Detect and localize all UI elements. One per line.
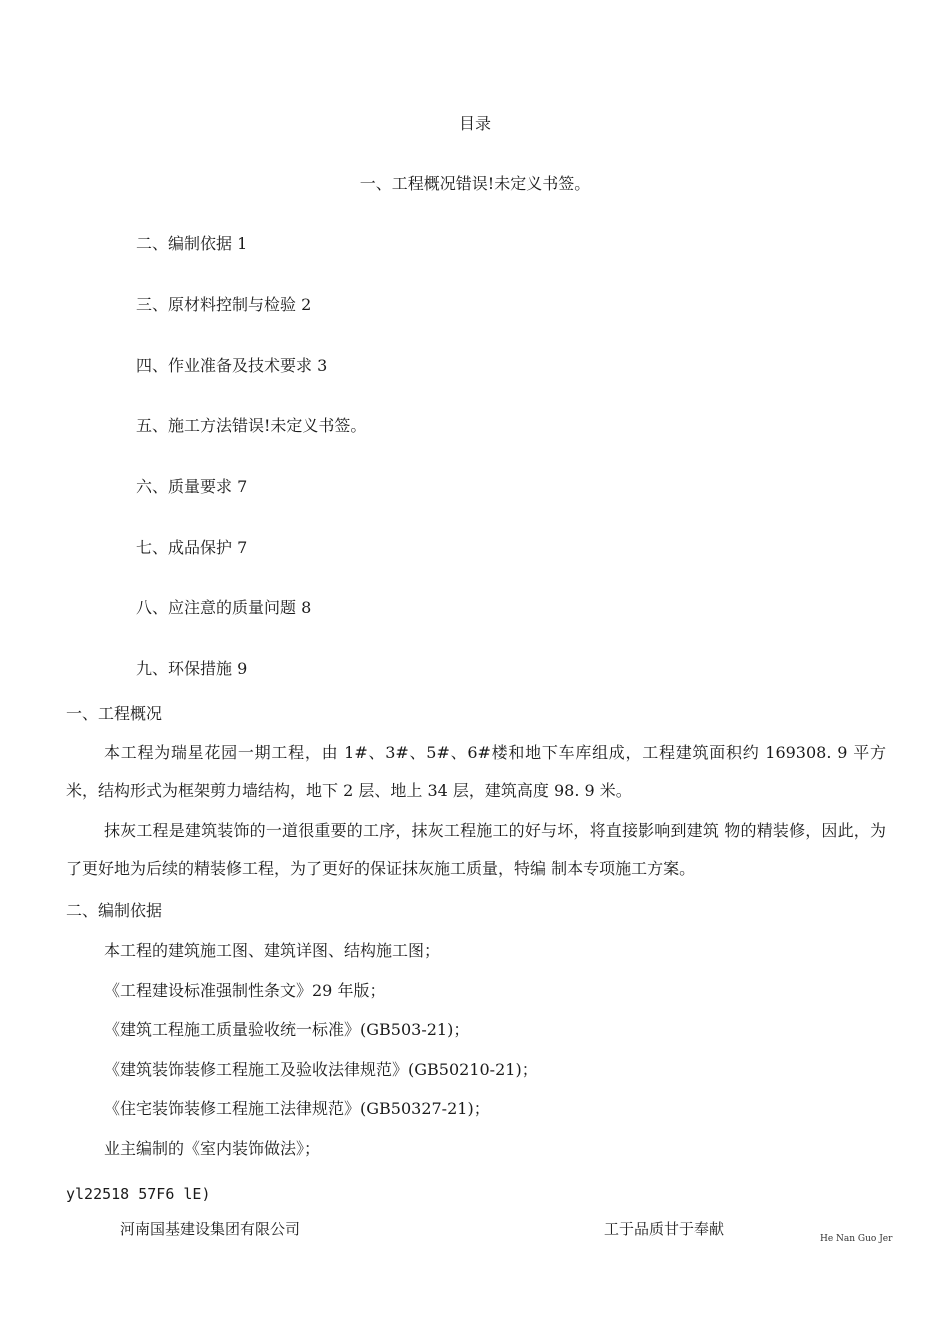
footer-small-text: He Nan Guo Jer <box>820 1234 893 1244</box>
footer-slogan: 工于品质甘于奉献 <box>604 1220 725 1238</box>
toc-item[interactable]: 七、成品保护 7 <box>136 538 248 557</box>
reference-item: 业主编制的《室内装饰做法》； <box>104 1139 321 1158</box>
body-paragraph: 本工程为瑞星花园一期工程，由 1#、3#、5#、6#楼和地下车库组成，工程建筑面积约 169308. 9 平方米，结构形式为框架剪力墙结构，地下 2 层、地上 34 层，建筑高度 98. 9 米。 <box>66 743 886 800</box>
footer-company-name: 河南国基建设集团有限公司 <box>120 1220 301 1238</box>
reference-item: 《建筑工程施工质量验收统一标准》(GB503-21)； <box>104 1020 470 1039</box>
toc-item[interactable]: 四、作业准备及技术要求 3 <box>136 356 328 375</box>
toc-item[interactable]: 二、编制依据 1 <box>136 234 248 253</box>
toc-item[interactable]: 五、施工方法错误!未定义书签。 <box>136 416 367 435</box>
footer-code: yl22518 57F6 lE) <box>66 1185 211 1203</box>
toc-item[interactable]: 一、工程概况错误!未定义书签。 <box>359 174 591 193</box>
reference-item: 本工程的建筑施工图、建筑详图、结构施工图； <box>104 941 441 960</box>
toc-item[interactable]: 八、应注意的质量问题 8 <box>136 598 312 617</box>
reference-item: 《建筑装饰装修工程施工及验收法律规范》(GB50210-21)； <box>104 1060 538 1079</box>
section-heading: 一、工程概况 <box>66 704 163 723</box>
toc-title: 目录 <box>458 114 491 133</box>
reference-item: 《住宅装饰装修工程施工法律规范》(GB50327-21)； <box>104 1099 490 1118</box>
toc-item[interactable]: 三、原材料控制与检验 2 <box>136 295 312 314</box>
section-heading: 二、编制依据 <box>66 901 163 920</box>
body-paragraph: 抹灰工程是建筑装饰的一道很重要的工序，抹灰工程施工的好与坏，将直接影响到建筑 物的精装修，因此，为了更好地为后续的精装修工程，为了更好的保证抹灰施工质量，特编 制本专项施工方案。 <box>66 821 886 878</box>
toc-item[interactable]: 六、质量要求 7 <box>136 477 248 496</box>
reference-item: 《工程建设标准强制性条文》29 年版； <box>104 981 386 1000</box>
toc-item[interactable]: 九、环保措施 9 <box>136 659 248 678</box>
